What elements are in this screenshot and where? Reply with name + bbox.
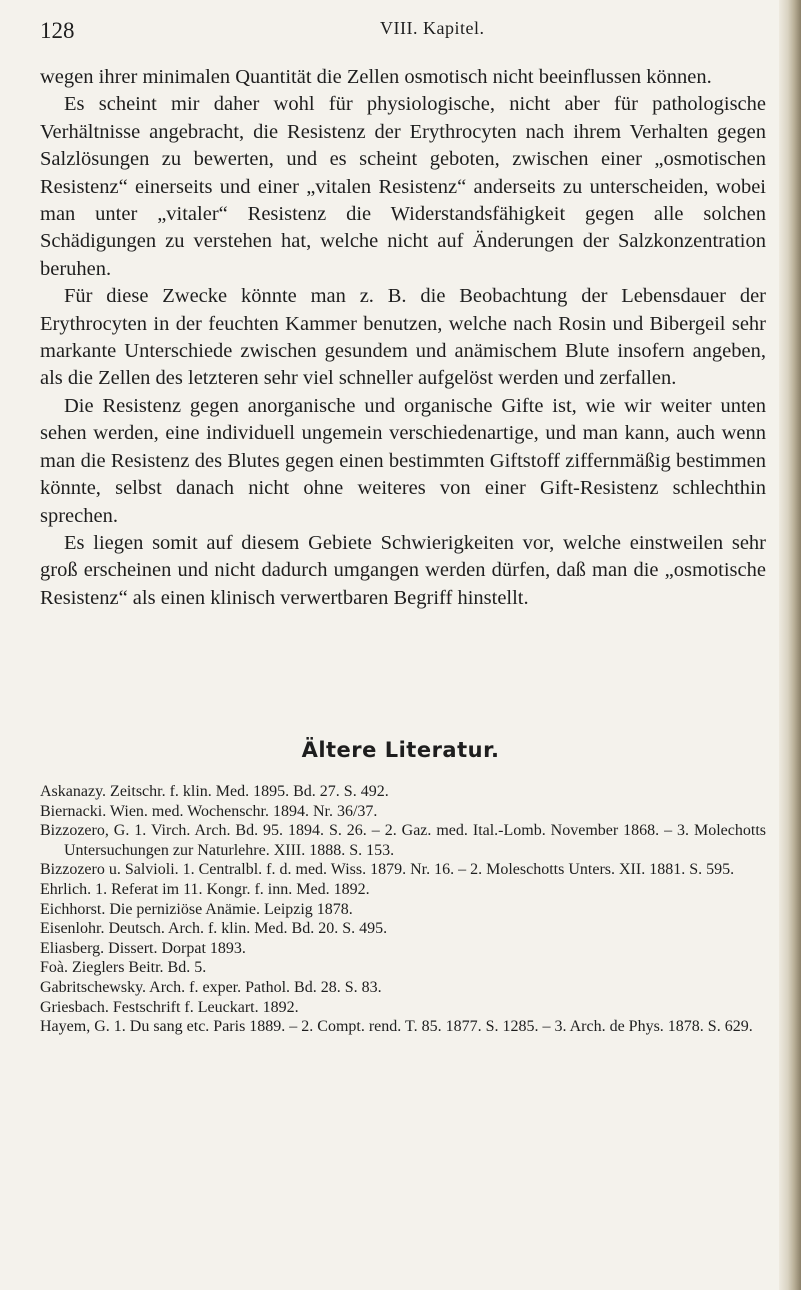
- reference-item: Ehrlich. 1. Referat im 11. Kongr. f. inn. Med. 1892.: [40, 880, 370, 898]
- page-header: [40, 18, 760, 58]
- paragraph: Die Resistenz gegen anorganische und organische Gifte ist, wie wir weiter unten sehen werden, eine individuell ungemein verschiedenartige, und man kann, auch wenn man die Resistenz des Blutes gegen einen bestimmten Giftstoff ziffernmäßig bestimmen könnte, selbst danach nicht ohne weiteres von einer Gift-Resistenz schlechthin sprechen.: [40, 394, 766, 527]
- paragraph: wegen ihrer minimalen Quantität die Zellen osmotisch nicht beeinflussen können.: [40, 66, 712, 88]
- page-edge: [779, 0, 801, 1290]
- reference-item: Eisenlohr. Deutsch. Arch. f. klin. Med. Bd. 20. S. 495.: [40, 920, 388, 938]
- paragraph: Für diese Zwecke könnte man z. B. die Beobachtung der Lebensdauer der Erythrocyten in der feuchten Kammer benutzen, welche nach Rosin und Bibergeil sehr markante Unterschiede zwischen gesundem und anämischem Blute insofern angeben, als die Zellen des letzteren sehr viel schneller aufgelöst werden und zerfallen.: [40, 285, 766, 390]
- reference-item: Askanazy. Zeitschr. f. klin. Med. 1895. Bd. 27. S. 492.: [40, 783, 389, 800]
- paragraph: Es liegen somit auf diesem Gebiete Schwierigkeiten vor, welche einstweilen sehr groß erscheinen und nicht dadurch umgangen werden dürfen, daß man die „osmotische Resistenz“ als einen klinisch verwertbaren Begriff hinstellt.: [40, 531, 766, 609]
- reference-item: Griesbach. Festschrift f. Leuckart. 1892.: [40, 998, 299, 1016]
- paragraph: Es scheint mir daher wohl für physiologische, nicht aber für pathologische Verhältnisse angebracht, die Resistenz der Erythrocyten nach ihrem Verhalten gegen Salzlösungen zu bewerten, und es scheint geboten, zwischen einer „osmotischen Resistenz“ einerseits und einer „vitalen Resistenz“ anderseits zu unterscheiden, wobei man unter „vitaler“ Resistenz die Widerstandsfähigkeit gegen alle solchen Schädigungen zu verstehen hat, welche nicht auf Änderungen der Salzkonzentration beruhen.: [40, 93, 766, 280]
- reference-item: Foà. Zieglers Beitr. Bd. 5.: [40, 959, 207, 977]
- reference-item: Bizzozero u. Salvioli. 1. Centralbl. f. d. med. Wiss. 1879. Nr. 16. – 2. Moleschotts Unters. XII. 1881. S. 595.: [40, 861, 735, 879]
- reference-item: Eliasberg. Dissert. Dorpat 1893.: [40, 939, 246, 957]
- section-heading: Ältere Literatur.: [301, 738, 500, 762]
- reference-item: Gabritschewsky. Arch. f. exper. Pathol. Bd. 28. S. 83.: [40, 978, 382, 996]
- reference-item: Biernacki. Wien. med. Wochenschr. 1894. Nr. 36/37.: [40, 802, 378, 820]
- body-text: [40, 64, 766, 612]
- page-number: 128: [40, 18, 75, 43]
- reference-item: Eichhorst. Die perniziöse Anämie. Leipzig 1878.: [40, 900, 353, 918]
- reference-item: Bizzozero, G. 1. Virch. Arch. Bd. 95. 1894. S. 26. – 2. Gaz. med. Ital.-Lomb. November 1868. – 3. Molechotts Untersuchungen zur Naturlehre. XIII. 1888. S. 153.: [40, 822, 766, 859]
- reference-item: Hayem, G. 1. Du sang etc. Paris 1889. – 2. Compt. rend. T. 85. 1877. S. 1285. – 3. Arch. de Phys. 1878. S. 629.: [40, 1018, 753, 1036]
- running-head: VIII. Kapitel.: [380, 18, 485, 38]
- reference-list: [40, 782, 766, 1037]
